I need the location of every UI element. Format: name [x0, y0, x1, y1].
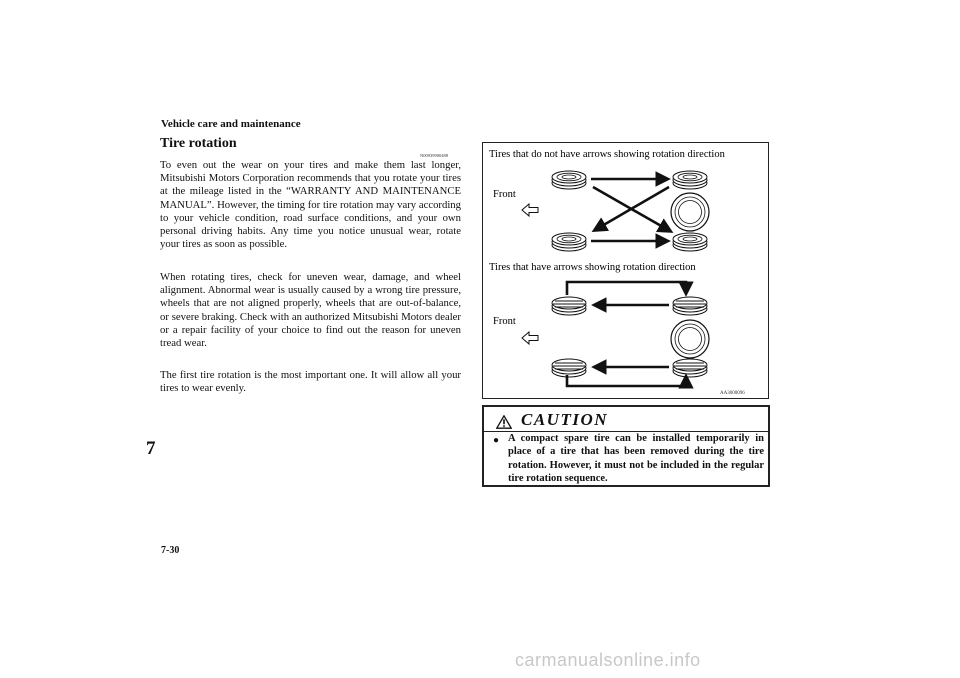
chapter-tab: 7: [146, 438, 156, 459]
section-code: N00939900488: [420, 153, 448, 158]
tire-rear-left-icon: [552, 359, 586, 377]
figure-caption-with-arrows: Tires that have arrows showing rotation direction: [489, 262, 696, 273]
front-direction-icon: [522, 204, 538, 216]
tire-front-left-icon: [552, 297, 586, 315]
bullet-icon: ●: [493, 435, 500, 446]
front-label-top: Front: [493, 189, 516, 200]
tire-rotation-figure: [482, 142, 769, 399]
watermark: carmanualsonline.info: [515, 650, 701, 670]
rotation-arrow: [567, 375, 686, 386]
tire-front-right-icon: [673, 171, 707, 189]
tire-rear-right-icon: [673, 359, 707, 377]
figure-code: AA3000096: [720, 391, 745, 396]
caution-box: [482, 405, 770, 487]
page-number: 7-30: [161, 545, 180, 556]
tire-rear-left-icon: [552, 233, 586, 251]
running-header: Vehicle care and maintenance: [161, 118, 301, 130]
figure-caption-no-arrows: Tires that do not have arrows showing rotation direction: [489, 149, 725, 160]
paragraph-first-rotation: The first tire rotation is the most important one. It will allow all your tires to wear evenly.: [160, 369, 461, 395]
tire-rotation-diagram: [483, 143, 768, 398]
tire-rear-right-icon: [673, 233, 707, 251]
warning-triangle-icon: [496, 415, 512, 429]
section-title: Tire rotation: [160, 136, 237, 151]
tire-front-left-icon: [552, 171, 586, 189]
front-label-bottom: Front: [493, 316, 516, 327]
tire-front-right-icon: [673, 297, 707, 315]
caution-title: CAUTION: [521, 410, 609, 429]
paragraph-checks: When rotating tires, check for uneven wear, damage, and wheel alignment. Abnormal wear is usually caused by a wrong tire pressure, wheels that are not aligned properly, wheels that are out-of-balance, or severe braking. Check with an authorized Mitsubishi Motors dealer or a repair facility of your choice to find out the reason for uneven tread wear.: [160, 271, 461, 350]
caution-item: A compact spare tire can be installed temporarily in place of a tire that has been removed during the tire rotation. However, it must not be included in the regular tire rotation sequence.: [508, 433, 764, 485]
front-direction-icon: [522, 332, 538, 344]
paragraph-intro: To even out the wear on your tires and make them last longer, Mitsubishi Motors Corporation recommends that you rotate your tires at the mileage listed in the “WARRANTY AND MAINTENANCE MANUAL”. However, the timing for tire rotation may vary according to your vehicle condition, road surface conditions, and your own personal driving habits. Any time you notice unusual wear, rotate your tires as soon as possible.: [160, 159, 461, 251]
spare-tire-icon: [671, 193, 709, 231]
rotation-arrow: [567, 282, 686, 295]
spare-tire-icon: [671, 320, 709, 358]
